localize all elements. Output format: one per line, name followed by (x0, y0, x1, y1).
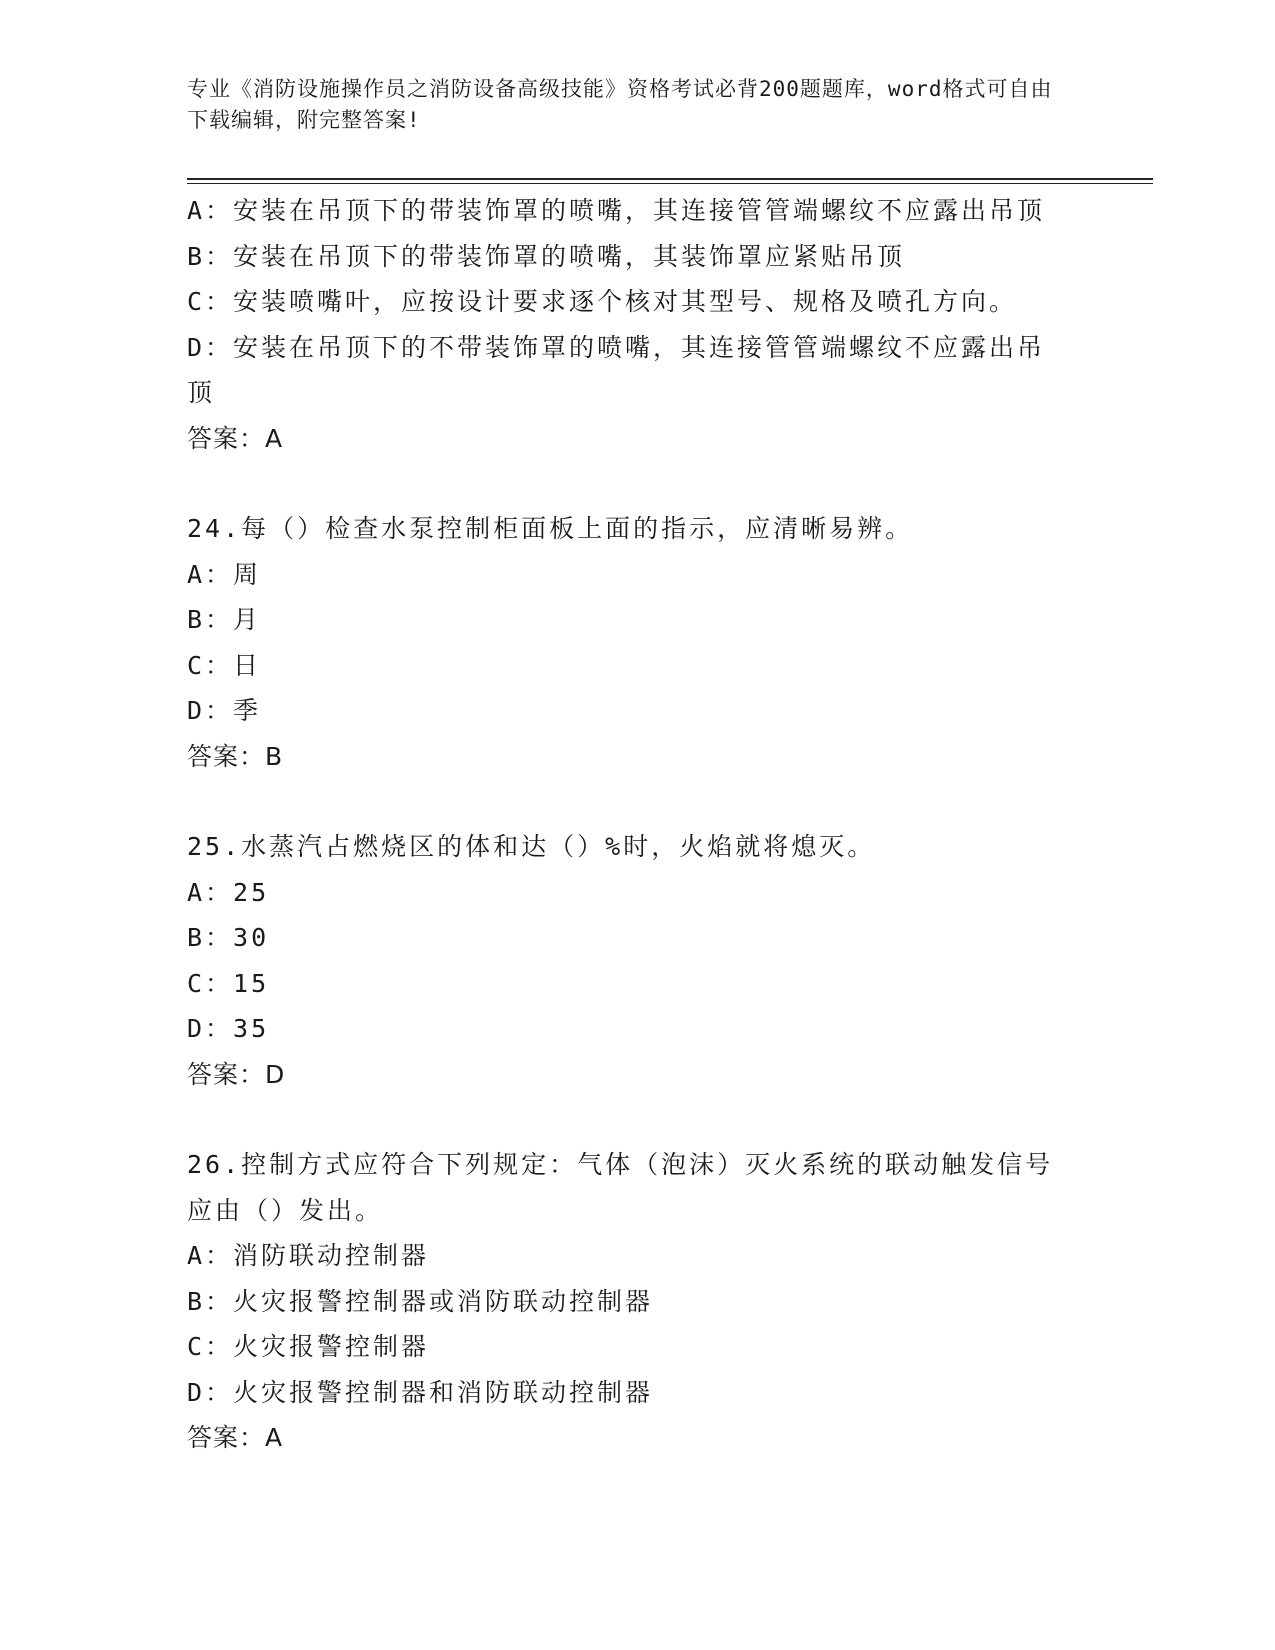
option-a: A：周 (187, 559, 262, 589)
question-stem: 25.水蒸汽占燃烧区的体和达（）%时，火焰就将熄灭。 (187, 832, 876, 861)
option-d: D：35 (187, 1014, 270, 1043)
option-c: C：火灾报警控制器 (187, 1332, 430, 1361)
option-d: D：季 (187, 696, 262, 725)
prev-question (187, 188, 1067, 461)
option-b: B：30 (187, 923, 270, 952)
option-b: B：火灾报警控制器或消防联动控制器 (187, 1286, 654, 1316)
option-a: A：25 (187, 877, 270, 907)
option-b: B：月 (187, 605, 262, 634)
question-26 (187, 1142, 1067, 1461)
header-rule-thick (187, 178, 1153, 180)
question-24 (187, 506, 1067, 779)
option-a: A：安装在吊顶下的带装饰罩的喷嘴，其连接管管端螺纹不应露出吊顶 (187, 196, 1046, 225)
question-content (187, 188, 1067, 1461)
answer: 答案：A (187, 1423, 284, 1452)
question-stem: 24.每（）检查水泵控制柜面板上面的指示，应清晰易辨。 (187, 514, 914, 543)
option-a: A：消防联动控制器 (187, 1241, 430, 1270)
answer: 答案：D (187, 1059, 286, 1089)
option-d: D：火灾报警控制器和消防联动控制器 (187, 1377, 654, 1407)
question-25 (187, 824, 1067, 1097)
document-header: 专业《消防设施操作员之消防设备高级技能》资格考试必背200题题库，word格式可自由下载编辑，附完整答案! (187, 77, 1053, 132)
option-d: D：安装在吊顶下的不带装饰罩的喷嘴，其连接管管端螺纹不应露出吊顶 (187, 332, 1046, 407)
option-c: C：安装喷嘴叶，应按设计要求逐个核对其型号、规格及喷孔方向。 (187, 287, 1018, 316)
answer: 答案：B (187, 741, 284, 771)
answer: 答案：A (187, 423, 284, 453)
option-c: C：日 (187, 650, 262, 680)
option-b: B：安装在吊顶下的带装饰罩的喷嘴，其装饰罩应紧贴吊顶 (187, 241, 906, 271)
option-c: C：15 (187, 968, 270, 998)
header-rule-thin (187, 183, 1153, 184)
question-stem: 26.控制方式应符合下列规定：气体（泡沫）灭火系统的联动触发信号应由（）发出。 (187, 1150, 1054, 1225)
